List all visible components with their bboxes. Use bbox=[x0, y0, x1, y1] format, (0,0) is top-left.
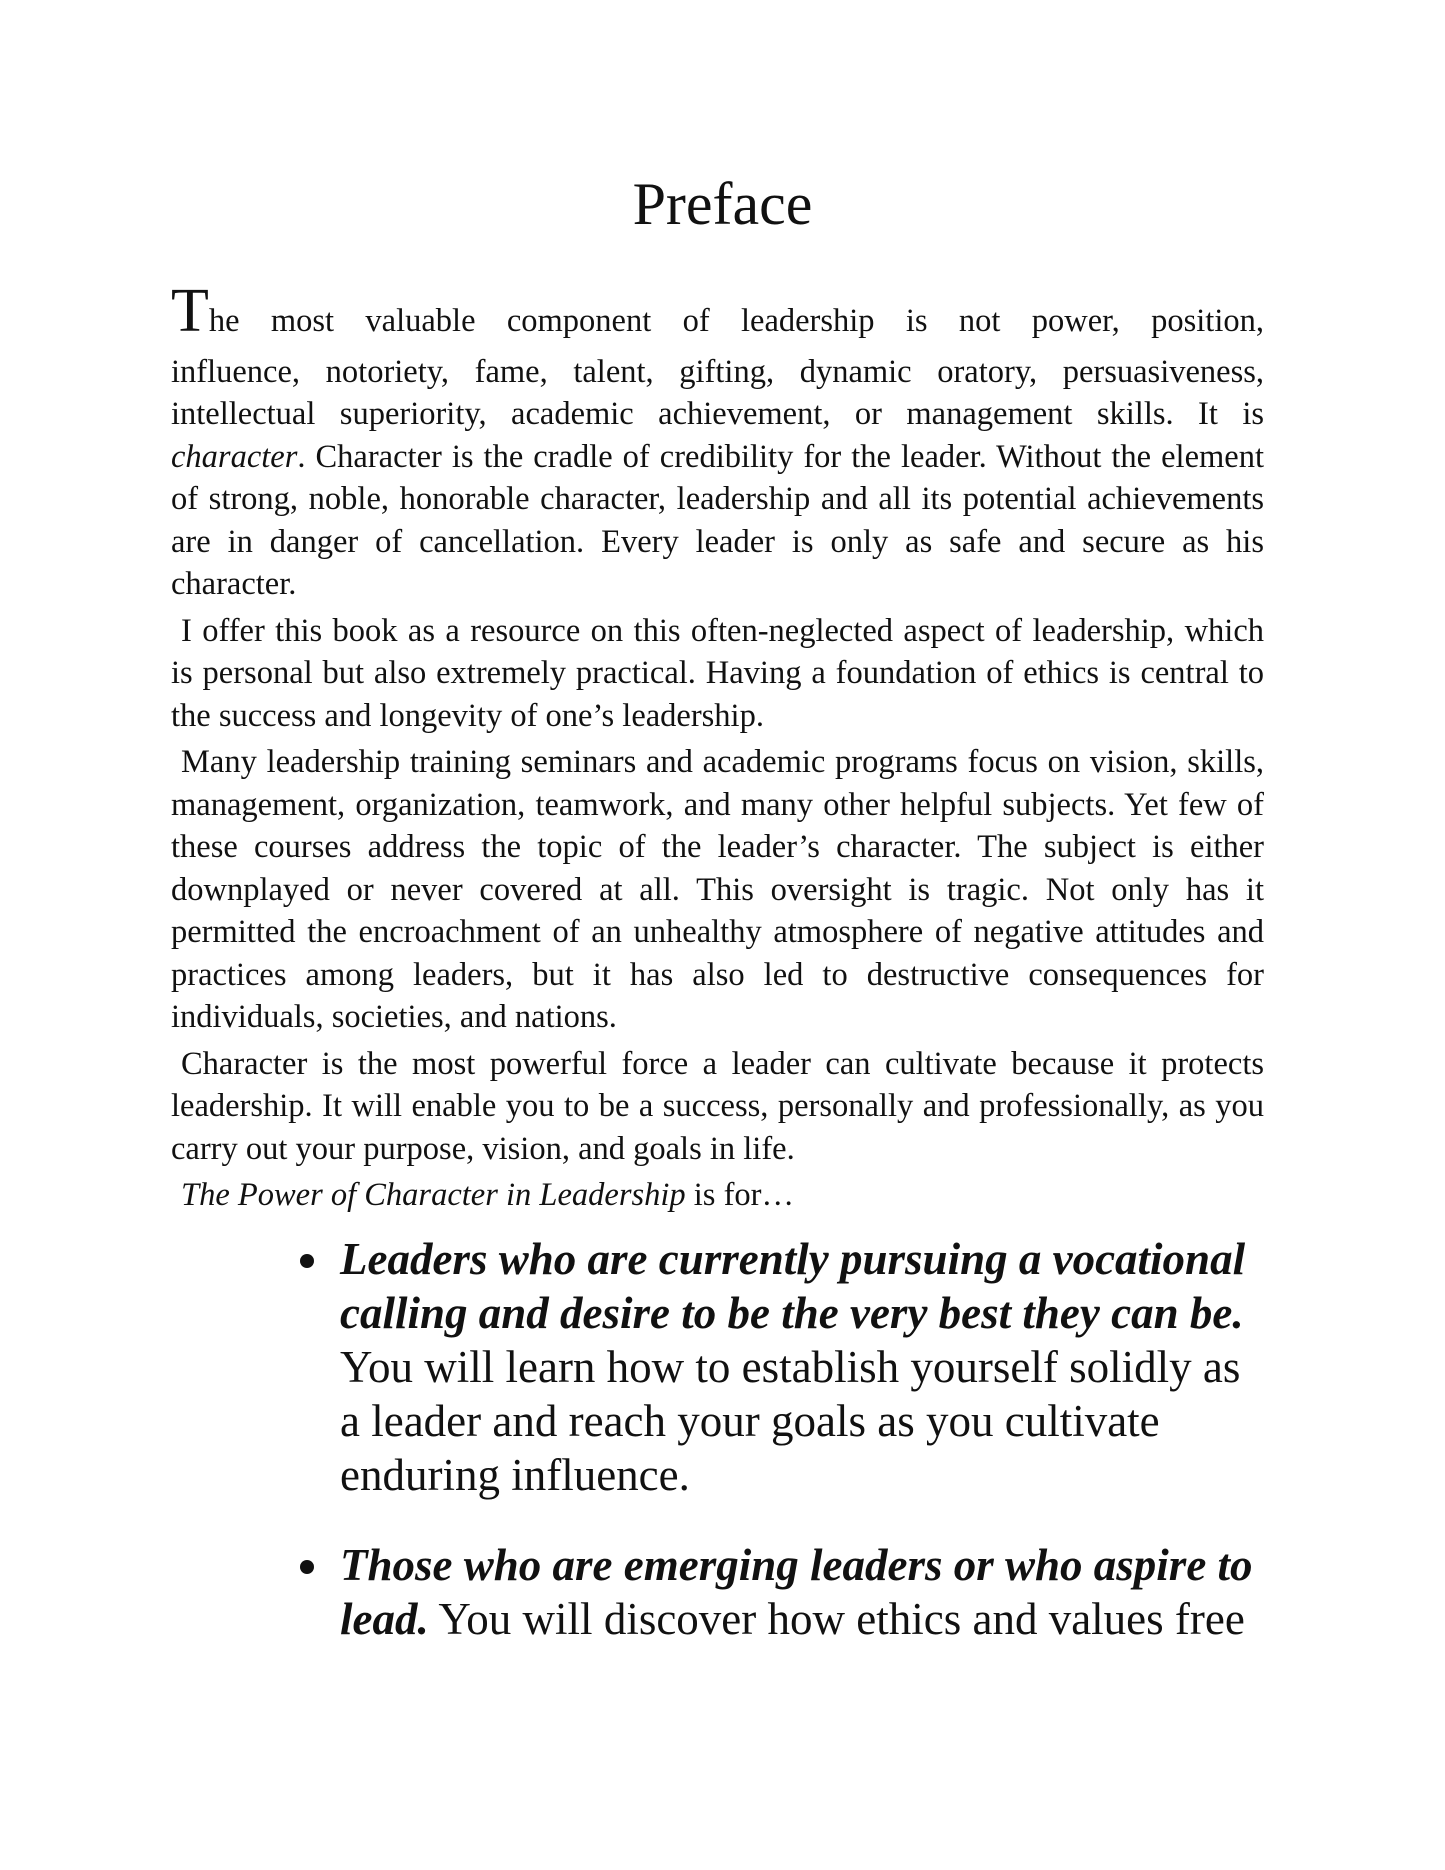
paragraph-1-italic-word: character bbox=[171, 438, 298, 475]
bullet-lead-text: Those who are emerging leaders or who aspire to lead. bbox=[340, 1540, 1253, 1644]
body-text bbox=[171, 277, 1264, 1221]
bullet-item bbox=[340, 1538, 1270, 1646]
paragraph-4: Character is the most powerful force a leader can cultivate because it protects leadership. It will enable you to be a success, personally and professionally, as you carry out your purpose, vision, and goals in life. bbox=[171, 1045, 1264, 1167]
bullet-item bbox=[340, 1232, 1270, 1502]
audience-bullet-list bbox=[340, 1232, 1270, 1682]
bullet-lead-text: Leaders who are currently pursuing a vocational calling and desire to be the very best they can be. bbox=[340, 1234, 1246, 1338]
paragraph-1-line1-text: he most valuable component of leadership is not power, position, bbox=[208, 303, 1264, 339]
bullet-body-text: You will learn how to establish yourself solidly as a leader and reach your goals as you cultivate enduring influence. bbox=[340, 1342, 1241, 1500]
bullet-dot-icon bbox=[300, 1254, 314, 1268]
paragraph-5 bbox=[171, 1174, 1264, 1217]
paragraph-1 bbox=[171, 277, 1264, 606]
drop-cap: T bbox=[171, 277, 209, 345]
paragraph-1-text-a: influence, notoriety, fame, talent, gifting, dynamic oratory, persuasiveness, intellectual superiority, academic achievement, or management skills. It is bbox=[171, 353, 1264, 432]
paragraph-1-first-line bbox=[171, 277, 1264, 345]
page-title: Preface bbox=[632, 171, 813, 237]
bullet-dot-icon bbox=[300, 1560, 314, 1574]
paragraph-2: I offer this book as a resource on this often-neglected aspect of leadership, which is personal but also extremely practical. Having a foundation of ethics is central to the success and longevity of one’s leadership. bbox=[171, 612, 1264, 734]
bullet-body-text: You will discover how ethics and values free bbox=[428, 1594, 1245, 1644]
paragraph-3: Many leadership training seminars and academic programs focus on vision, skills, management, organization, teamwork, and many other helpful subjects. Yet few of these courses address the topic of the leader’s character. The subject is either downplayed or never covered at all. This oversight is tragic. Not only has it permitted the encroachment of an unhealthy atmosphere of negative attitudes and practices among leaders, but it has also led to destructive consequences for individuals, societies, and nations. bbox=[171, 744, 1264, 1035]
book-title-italic: The Power of Character in Leadership bbox=[181, 1177, 686, 1213]
paragraph-5-tail: is for… bbox=[685, 1177, 794, 1213]
paragraph-1-text-b: . Character is the cradle of credibility for the leader. Without the element of strong, noble, honorable character, leadership and all its potential achievements are in danger of cancellation. Every leader is only as safe and secure as his character. bbox=[171, 438, 1264, 602]
